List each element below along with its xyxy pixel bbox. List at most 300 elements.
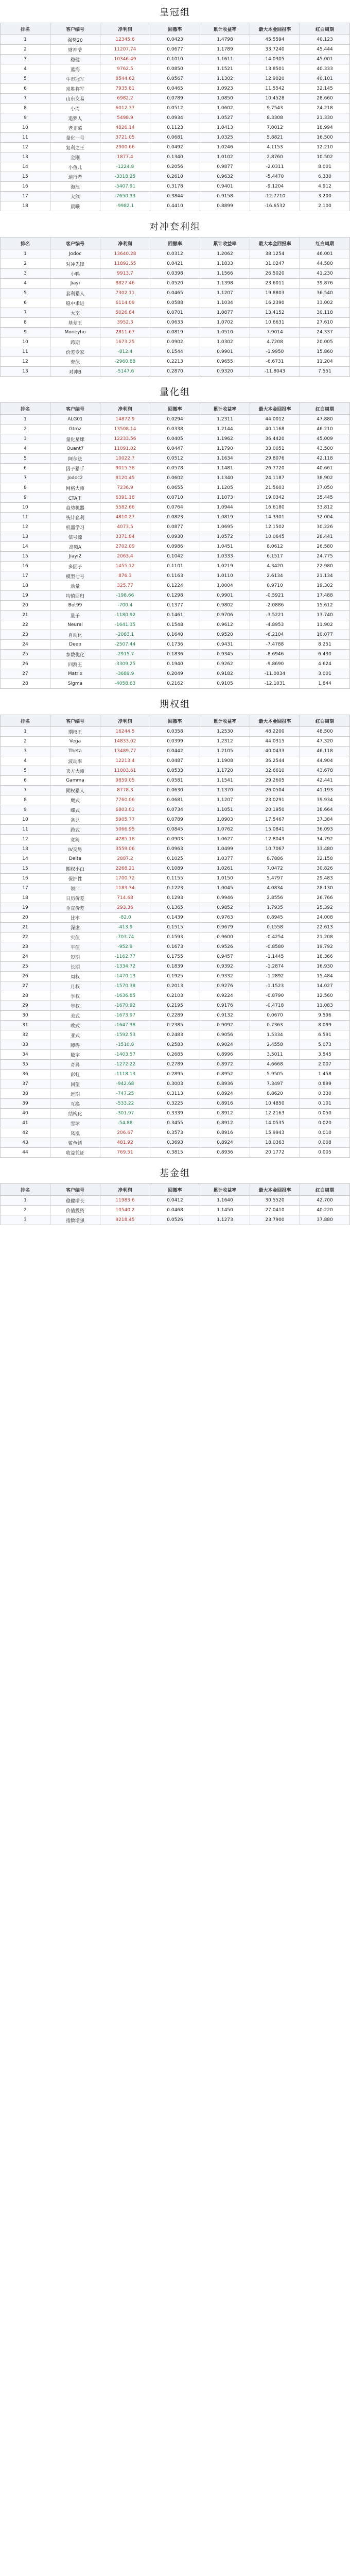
table-cell: 0.3573 [150,1128,200,1138]
table-row [1,981,350,991]
table-cell: 24.775 [300,552,350,562]
table-cell: -16.6532 [250,201,300,211]
table-cell: 1.5334 [250,1030,300,1040]
table-cell: 6012.37 [100,104,150,113]
table-cell: 1.0602 [200,104,250,113]
table-row [1,55,350,64]
table-cell: 4 [1,444,50,454]
table-cell: -0.8790 [250,991,300,1001]
table-cell: 凤凰 [50,1128,100,1138]
table-cell: -812.4 [100,347,150,357]
table-cell: 1.0702 [200,318,250,328]
table-cell: 14833.02 [100,737,150,747]
table-cell: 19 [1,903,50,913]
table-cell: Jodoc2 [50,473,100,483]
table-cell: 23 [1,942,50,952]
table-cell: 34.792 [300,835,350,844]
table-cell: 26 [1,659,50,669]
table-cell: 0.0930 [150,532,200,542]
section-huangguan [0,0,350,214]
table-row [1,259,350,269]
table-cell: 16.930 [300,962,350,972]
table-cell: 1.0110 [200,571,250,581]
table-cell: 3559.06 [100,844,150,854]
table-cell: 12345.6 [100,35,150,45]
table-row [1,727,350,737]
table-cell: -2083.1 [100,630,150,640]
ranking-table [0,1183,350,1225]
table-cell: 0.330 [300,1089,350,1099]
table-row [1,825,350,835]
table-cell: 0.1593 [150,933,200,942]
table-cell: 0.0533 [150,766,200,776]
table-cell: 14 [1,542,50,552]
table-cell: 套保 [50,357,100,367]
table-cell: 46.210 [300,425,350,434]
table-cell: 45.009 [300,434,350,444]
table-cell: 27.0410 [250,1206,300,1215]
table-row [1,123,350,133]
table-row [1,84,350,94]
table-cell: 0.0294 [150,415,200,425]
column-header: 累计收益率 [200,238,250,249]
table-row [1,933,350,942]
table-cell: -6.6731 [250,357,300,367]
table-cell: -942.68 [100,1079,150,1089]
table-cell: 14.0535 [250,1118,300,1128]
table-cell: 35.445 [300,493,350,503]
table-cell: 8778.3 [100,786,150,795]
table-cell: 小鸭 [50,269,100,279]
table-cell: 5.4797 [250,874,300,884]
table-cell: 0.0492 [150,143,200,152]
table-cell: 0.0934 [150,113,200,123]
table-cell: 量化一号 [50,133,100,143]
table-cell: 0.0338 [150,425,200,434]
section-jijin [0,1161,350,1228]
table-cell: 1.0510 [200,328,250,337]
table-cell: -0.8580 [250,942,300,952]
table-cell: 32 [1,1030,50,1040]
table-row [1,815,350,825]
table-cell: 小鱼儿 [50,162,100,172]
table-cell: -1636.85 [100,991,150,1001]
table-cell: 47.320 [300,737,350,747]
table-cell: 0.0963 [150,844,200,854]
table-cell: -9.1204 [250,182,300,192]
table-row [1,162,350,172]
table-cell: 9913.7 [100,269,150,279]
table-cell: 29.8076 [250,454,300,464]
table-cell: 鲨鱼鳍 [50,1138,100,1148]
table-cell: 0.1293 [150,893,200,903]
table-cell: 32.6610 [250,766,300,776]
column-header: 客户编号 [50,403,100,415]
table-cell: 7 [1,308,50,318]
table-cell: 42.441 [300,776,350,786]
table-cell: 16.6180 [250,503,300,513]
table-cell: 5.8821 [250,133,300,143]
table-row [1,357,350,367]
table-cell: 29 [1,1001,50,1011]
table-cell: 769.51 [100,1148,150,1158]
table-cell: 9859.05 [100,776,150,786]
table-cell: 阿尔法 [50,454,100,464]
table-cell: 40.123 [300,35,350,45]
table-row [1,620,350,630]
table-cell: -6.2104 [250,630,300,640]
table-cell: 0.2213 [150,357,200,367]
table-cell: 0.1223 [150,884,200,893]
table-row [1,328,350,337]
table-cell: 22.613 [300,923,350,933]
table-row [1,473,350,483]
table-cell: 0.8945 [250,913,300,923]
table-cell: -11.8043 [250,367,300,377]
table-cell: 5582.66 [100,503,150,513]
table-header-row [1,403,350,415]
table-row [1,143,350,152]
table-cell: 跨式 [50,825,100,835]
table-cell: 0.0789 [150,815,200,825]
column-header: 红白周期 [300,1184,350,1196]
table-cell: 8.251 [300,640,350,650]
table-cell: 1.1720 [200,766,250,776]
table-cell: 0.1089 [150,864,200,874]
table-cell: 0.8936 [200,1148,250,1158]
table-cell: 13 [1,532,50,542]
table-cell: 0.1755 [150,952,200,962]
section-title: 皇冠组 [0,0,350,23]
table-cell: 42 [1,1128,50,1138]
table-cell: 28.660 [300,94,350,104]
table-cell: 0.008 [300,1138,350,1148]
table-cell: 1.0261 [200,864,250,874]
table-cell: 1.1370 [200,786,250,795]
table-cell: 1.1481 [200,464,250,473]
table-cell: 33.0051 [250,444,300,454]
table-cell: 5905.77 [100,815,150,825]
table-cell: 0.8996 [200,1050,250,1060]
table-cell: 1.0302 [200,337,250,347]
table-cell: 11.204 [300,357,350,367]
table-cell: 深虚 [50,923,100,933]
table-cell: 45.444 [300,45,350,55]
table-cell: -747.25 [100,1089,150,1099]
table-cell: 10 [1,815,50,825]
table-cell: 5 [1,454,50,464]
table-cell: 12.560 [300,991,350,1001]
table-cell: -0.4254 [250,933,300,942]
table-cell: 1 [1,249,50,259]
table-cell: 5498.9 [100,113,150,123]
table-row [1,640,350,650]
table-cell: 30.118 [300,308,350,318]
table-cell: 1.0451 [200,542,250,552]
table-cell: -703.74 [100,933,150,942]
table-cell: 0.2483 [150,1030,200,1040]
table-cell: 大熊 [50,192,100,201]
table-cell: 0.9401 [200,182,250,192]
table-row [1,1060,350,1070]
table-cell: -1.1445 [250,952,300,962]
table-cell: 0.9706 [200,611,250,620]
table-cell: 0.1298 [150,591,200,601]
table-cell: 0.3844 [150,192,200,201]
table-cell: 40.101 [300,74,350,84]
table-cell: 19.0342 [250,493,300,503]
table-cell: 16.2390 [250,298,300,308]
table-cell: 8.001 [300,162,350,172]
table-cell: -3318.25 [100,172,150,182]
table-cell: -1570.38 [100,981,150,991]
table-cell: 0.0789 [150,94,200,104]
column-header: 客户编号 [50,715,100,727]
table-cell: 10.4850 [250,1099,300,1109]
table-cell: 41.230 [300,269,350,279]
table-cell: 1 [1,415,50,425]
table-cell: 13508.14 [100,425,150,434]
table-cell: 43 [1,1138,50,1148]
table-cell: 0.101 [300,1099,350,1109]
table-row [1,1206,350,1215]
table-cell: 4 [1,756,50,766]
table-row [1,182,350,192]
table-cell: 7 [1,786,50,795]
table-row [1,1021,350,1030]
table-cell: 0.1042 [150,552,200,562]
table-cell: 45.001 [300,55,350,64]
table-cell: 18.994 [300,123,350,133]
table-cell: 17 [1,884,50,893]
table-cell: 0.9946 [200,893,250,903]
table-cell: 0.1839 [150,962,200,972]
table-cell: 稳健 [50,55,100,64]
table-cell: 年权 [50,1001,100,1011]
table-cell: 彩虹 [50,1070,100,1079]
table-cell: 0.2385 [150,1021,200,1030]
table-cell: 0.9655 [200,357,250,367]
column-header: 红白周期 [300,715,350,727]
table-cell: 38.1254 [250,249,300,259]
table-cell: 0.0487 [150,756,200,766]
table-cell: 0.9392 [200,962,250,972]
table-cell: 48.500 [300,727,350,737]
table-row [1,522,350,532]
table-cell: 均值回归 [50,591,100,601]
table-cell: 19.792 [300,942,350,952]
table-cell: 0.1940 [150,659,200,669]
table-cell: 40.661 [300,464,350,473]
table-cell: 1700.72 [100,874,150,884]
table-cell: 4285.18 [100,835,150,844]
table-row [1,962,350,972]
table-cell: 1.2144 [200,425,250,434]
table-cell: 0.0630 [150,786,200,795]
table-cell: 量化星球 [50,434,100,444]
table-row [1,279,350,289]
table-cell: 1.1207 [200,795,250,805]
table-cell: 0.9600 [200,933,250,942]
table-cell: 6.591 [300,1030,350,1040]
table-cell: 37 [1,1079,50,1089]
table-cell: 0.3455 [150,1118,200,1128]
table-cell: 0.8912 [200,1109,250,1118]
table-row [1,581,350,591]
table-cell: 0.0670 [250,1011,300,1021]
table-cell: 28 [1,679,50,689]
table-cell: 5 [1,74,50,84]
table-row [1,532,350,542]
table-row [1,952,350,962]
table-cell: 1.0903 [200,815,250,825]
table-cell: 3 [1,747,50,756]
table-cell: 机器学习 [50,522,100,532]
column-header: 净利润 [100,403,150,415]
table-cell: 5 [1,766,50,776]
table-cell: 0.0734 [150,805,200,815]
table-cell: 10.7067 [250,844,300,854]
table-cell: 0.0819 [150,328,200,337]
table-cell: 1.1034 [200,298,250,308]
table-cell: 0.0986 [150,542,200,552]
table-cell: 40.220 [300,1206,350,1215]
table-header-row [1,23,350,35]
table-cell: 12.1502 [250,522,300,532]
table-cell: 3 [1,55,50,64]
table-cell: -301.97 [100,1109,150,1118]
table-cell: 12 [1,143,50,152]
table-cell: 22 [1,933,50,942]
table-cell: 模型七号 [50,571,100,581]
table-cell: 实值 [50,933,100,942]
table-cell: 15.484 [300,972,350,981]
table-cell: 0.9877 [200,162,250,172]
table-cell: 1.1521 [200,64,250,74]
table-cell: 42.700 [300,1196,350,1206]
table-row [1,113,350,123]
table-cell: 期权小白 [50,864,100,874]
table-cell: 0.9526 [200,942,250,952]
column-header: 净利润 [100,1184,150,1196]
table-cell: 信号源 [50,532,100,542]
table-cell: 价差专家 [50,347,100,357]
table-cell: 1.2312 [200,737,250,747]
table-cell: 0.9763 [200,913,250,923]
table-cell: 1.7935 [250,903,300,913]
table-row [1,874,350,884]
table-cell: 14.027 [300,981,350,991]
table-cell: 5 [1,289,50,298]
table-cell: -1180.92 [100,611,150,620]
table-cell: 714.68 [100,893,150,903]
table-cell: 33.480 [300,844,350,854]
table-cell: -1670.92 [100,1001,150,1011]
table-cell: 9015.38 [100,464,150,473]
column-header: 排名 [1,238,50,249]
table-cell: 周权 [50,972,100,981]
table-cell: 0.9345 [200,650,250,659]
table-row [1,1001,350,1011]
table-cell: 奇异 [50,1060,100,1070]
table-cell: 0.2895 [150,1070,200,1079]
table-cell: 15 [1,864,50,874]
table-cell: 障碍 [50,1040,100,1050]
column-header: 客户编号 [50,238,100,249]
column-header: 回撤率 [150,238,200,249]
table-cell: 2.007 [300,1060,350,1070]
table-cell: 结构化 [50,1109,100,1118]
table-row [1,269,350,279]
table-cell: 大宗 [50,308,100,318]
table-row [1,289,350,298]
table-cell: -1334.72 [100,962,150,972]
table-cell: -1224.8 [100,162,150,172]
table-cell: 18 [1,893,50,903]
table-cell: 自动化 [50,630,100,640]
table-row [1,795,350,805]
table-cell: 1.0527 [200,113,250,123]
column-header: 回撤率 [150,1184,200,1196]
table-cell: 对冲先锋 [50,259,100,269]
table-cell: -2915.7 [100,650,150,659]
table-row [1,542,350,552]
table-cell: 1.1302 [200,74,250,84]
table-row [1,513,350,522]
table-cell: 雪球 [50,1118,100,1128]
column-header: 累计收益率 [200,715,250,727]
table-cell: 0.9262 [200,659,250,669]
table-cell: 9.7543 [250,104,300,113]
table-cell: 36.4420 [250,434,300,444]
table-cell: 6391.18 [100,493,150,503]
table-cell: 0.8916 [200,1099,250,1109]
table-cell: 6 [1,464,50,473]
table-cell: 0.3693 [150,1138,200,1148]
table-cell: 0.020 [300,1118,350,1128]
table-cell: 6.430 [300,650,350,659]
table-cell: 6 [1,776,50,786]
table-cell: 11892.55 [100,259,150,269]
table-cell: 0.9132 [200,1011,250,1021]
table-cell: 44.580 [300,259,350,269]
table-cell: 2.100 [300,201,350,211]
table-cell: 0.0681 [150,133,200,143]
table-cell: 0.1461 [150,611,200,620]
table-cell: 1 [1,35,50,45]
table-cell: 24.218 [300,104,350,113]
table-cell: 0.1377 [150,601,200,611]
section-title: 基金组 [0,1161,350,1183]
table-cell: 小周 [50,104,100,113]
table-cell: 1.1207 [200,289,250,298]
table-cell: 32.145 [300,84,350,94]
table-cell: 12.9020 [250,74,300,84]
table-cell: -12.7710 [250,192,300,201]
table-cell: 8.3308 [250,113,300,123]
table-cell: 0.1544 [150,347,200,357]
table-cell: 23.6011 [250,279,300,289]
table-cell: 46.001 [300,249,350,259]
table-cell: 7302.11 [100,289,150,298]
table-cell: Theta [50,747,100,756]
table-cell: 1.1611 [200,55,250,64]
table-cell: 10.0645 [250,532,300,542]
table-cell: -9.8690 [250,659,300,669]
table-cell: 27 [1,981,50,991]
table-row [1,104,350,113]
table-cell: 0.2610 [150,172,200,182]
